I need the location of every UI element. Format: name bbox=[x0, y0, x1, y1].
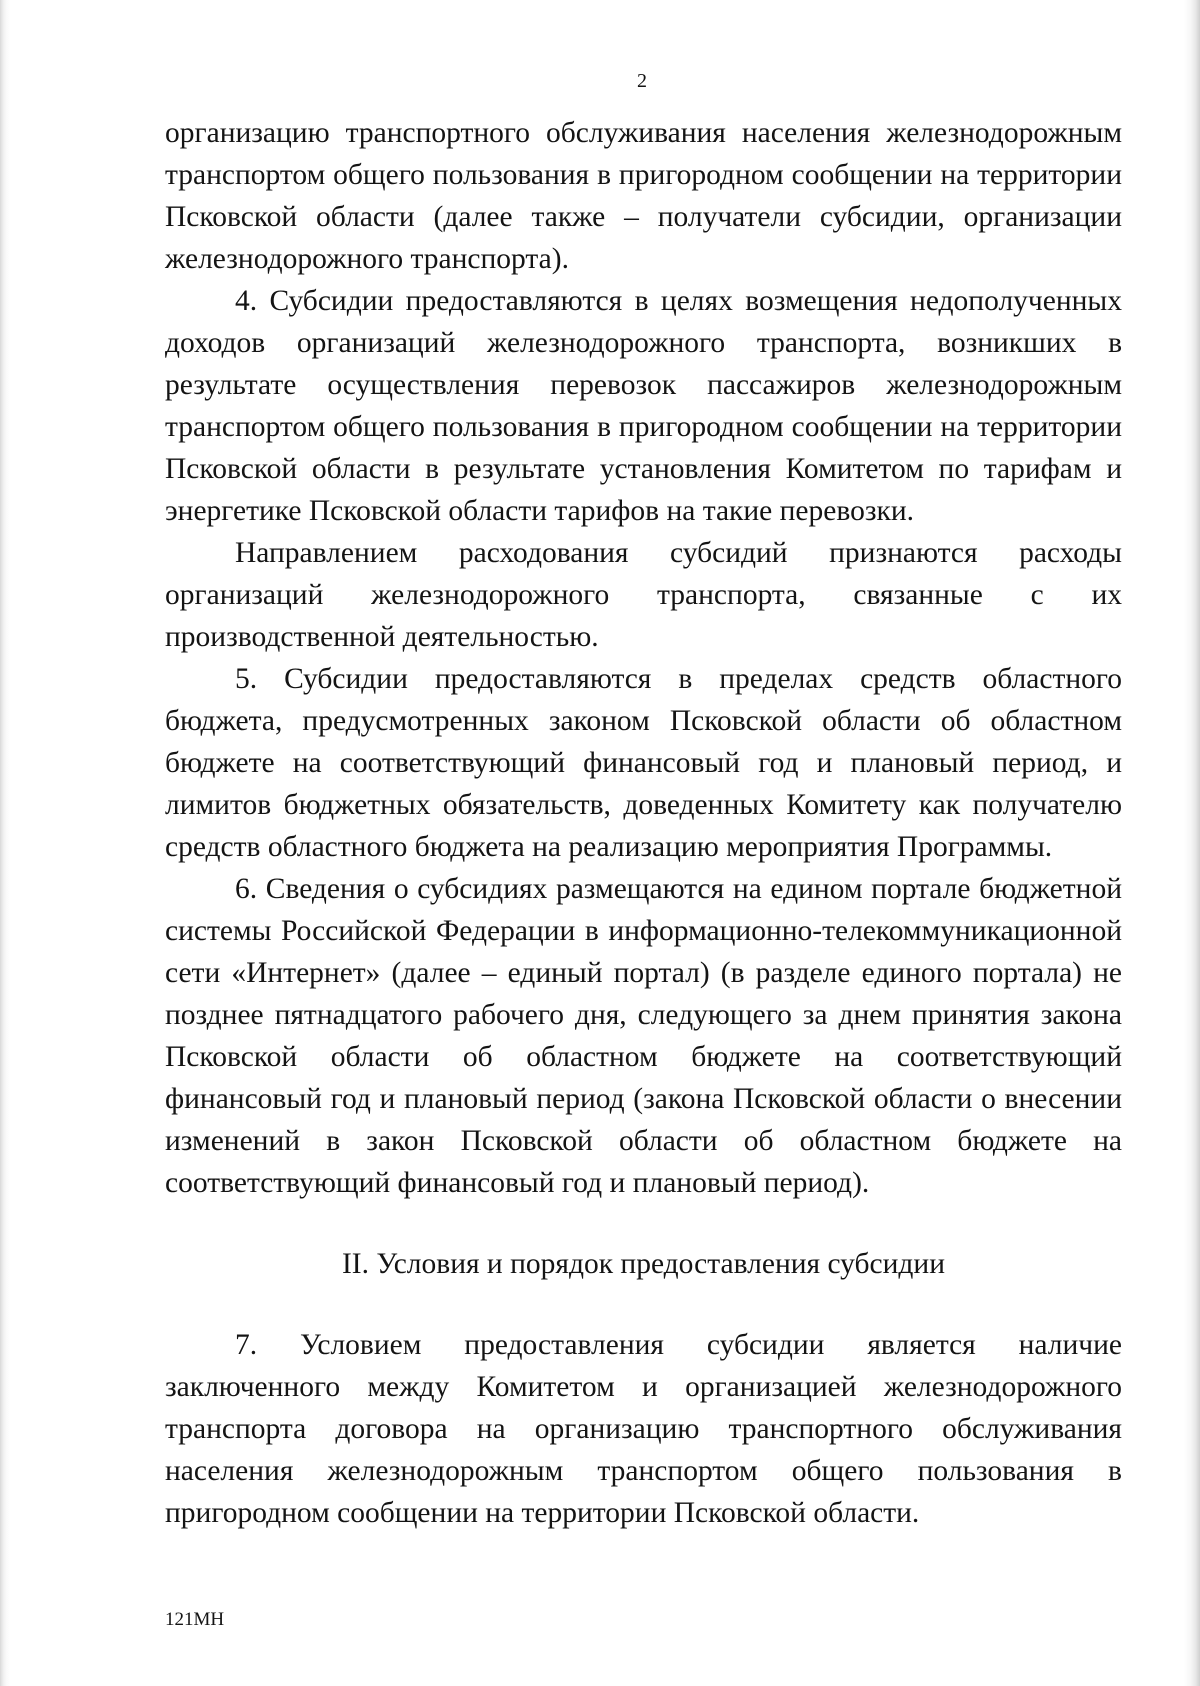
scan-edge-right bbox=[1184, 0, 1200, 1686]
page-number: 2 bbox=[637, 70, 647, 92]
paragraph-item-7: 7. Условием предоставления субсидии является наличие заключенного между Комитетом и организацией железнодорожного транспорта договора на организацию транспортного обслуживания населения железнодорожным транспортом общего пользования в пригородном сообщении на территории Псковской области. bbox=[165, 1329, 1122, 1529]
footer-document-code: 121МН bbox=[165, 1609, 225, 1630]
section-title: II. Условия и порядок предоставления субсидии bbox=[341, 1248, 946, 1280]
paragraph-item-4: 4. Субсидии предоставляются в целях возмещения недополученных доходов организаций железнодорожного транспорта, возникших в результате осуществления перевозок пассажиров железнодорожным транспортом общего пользования в пригородном сообщении на территории Псковской области в результате установления Комитетом по тарифам и энергетике Псковской области тарифов на такие перевозки. bbox=[165, 285, 1122, 527]
paragraph-item-5: 5. Субсидии предоставляются в пределах средств областного бюджета, предусмотренных законом Псковской области об областном бюджете на соответствующий финансовый год и плановый период, и лимитов бюджетных обязательств, доведенных Комитету как получателю средств областного бюджета на реализацию мероприятия Программы. bbox=[165, 663, 1122, 863]
paragraph-item-6: 6. Сведения о субсидиях размещаются на едином портале бюджетной системы Российской Федерации в информационно-телекоммуникационной сети «Интернет» (далее – единый портал) (в разделе единого портала) не позднее пятнадцатого рабочего дня, следующего за днем принятия закона Псковской области об областном бюджете на соответствующий финансовый год и плановый период (закона Псковской области о внесении изменений в закон Псковской области об областном бюджете на соответствующий финансовый год и плановый период). bbox=[165, 873, 1122, 1199]
paragraph-continuation: организацию транспортного обслуживания населения железнодорожным транспортом общего пользования в пригородном сообщении на территории Псковской области (далее также – получатели субсидии, организации железнодорожного транспорта). bbox=[165, 117, 1122, 275]
paragraph-expense-direction: Направлением расходования субсидий признаются расходы организаций железнодорожного транспорта, связанные с их производственной деятельностью. bbox=[165, 537, 1122, 653]
scan-edge-left bbox=[0, 0, 10, 1686]
document-body bbox=[165, 112, 1122, 1534]
